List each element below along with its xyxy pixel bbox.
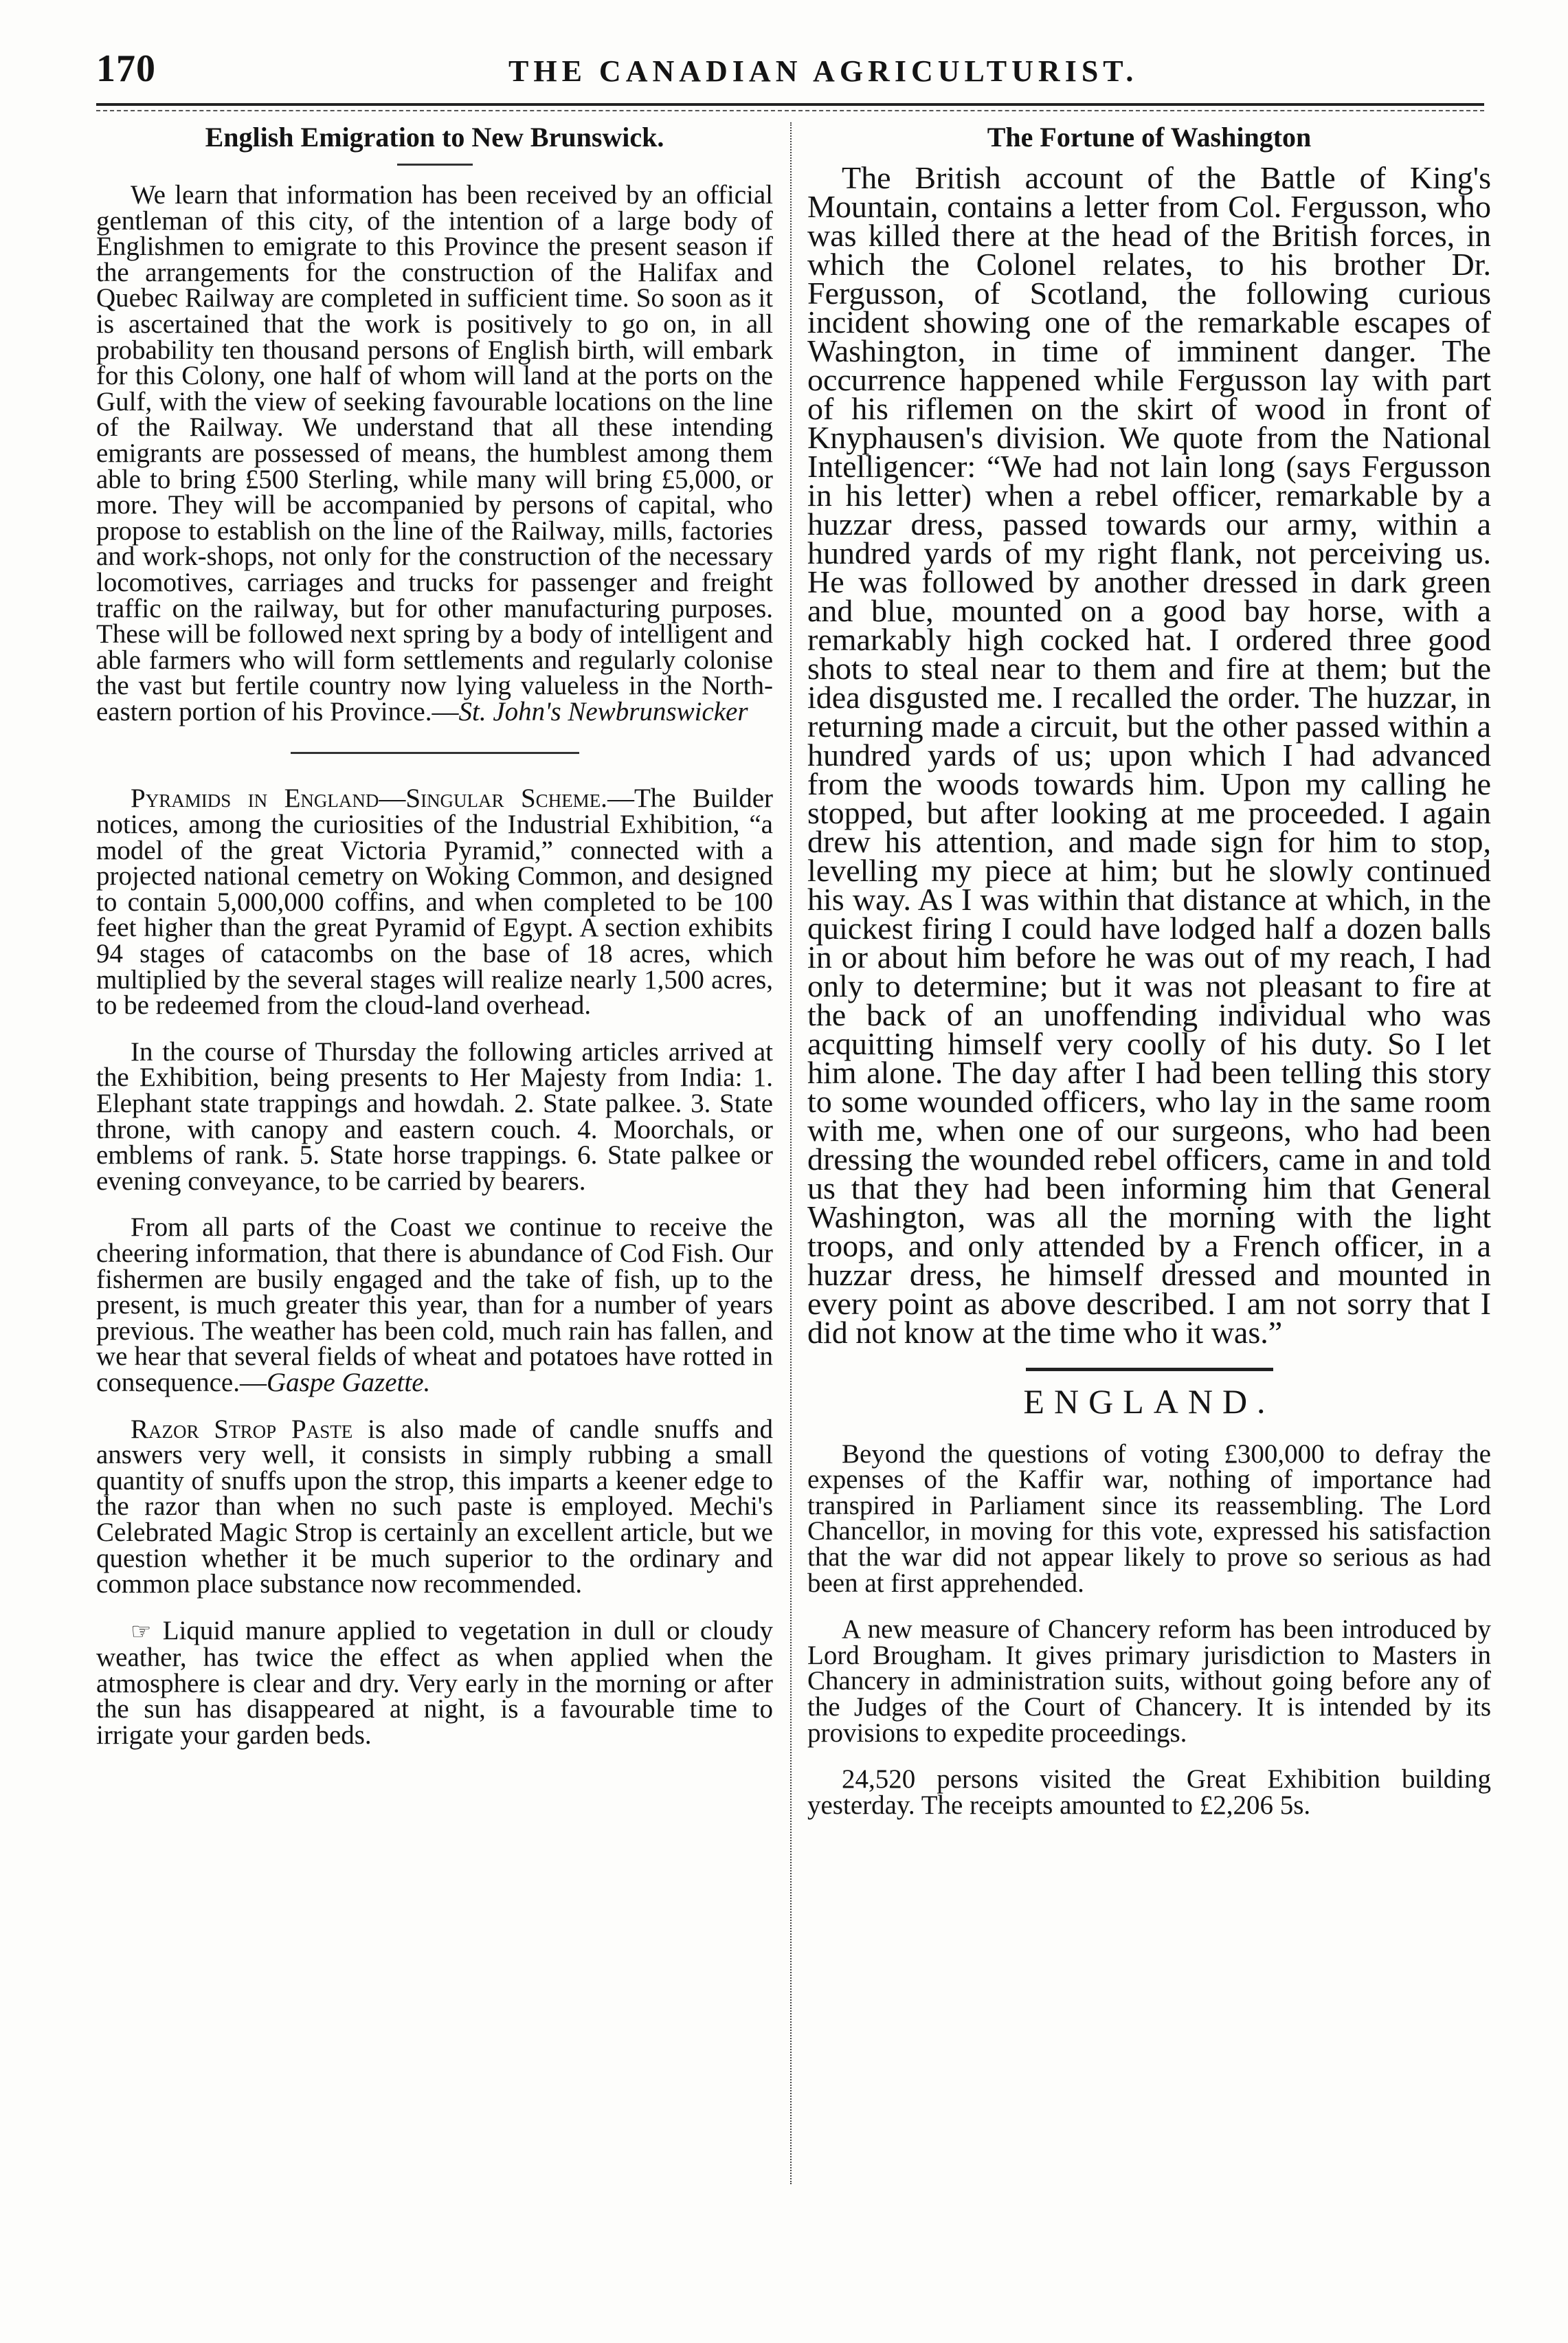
article-body <box>96 1615 773 1751</box>
article-text: —The Builder notices, among the curiosities of the Industrial Exhibition, “a model of the great Victoria Pyramid,” connected with a projected national cemetry on Woking Common, and designed to contain 5,000,000 coffins, and when completed to be 100 feet higher than the great Pyramid of Egypt. A section exhibits 94 stages of catacombs on the base of 18 acres, which multiplied by the several stages will realize nearly 1,500 acres, to be redeemed from the cloud-land overhead. <box>96 784 773 1021</box>
article-razor-strop <box>96 1414 773 1599</box>
article-body: The British account of the Battle of King's Mountain, contains a letter from Col. Fergusson, who was killed there at the head of the British forces, in which the Colonel relates, to his brother Dr. Fergusson, of Scotland, the following curious incident showing one of the remarkable escapes of Washington, in time of imminent danger. The occurrence happened while Fergusson lay with part of his riflemen on the skirt of wood in front of Knyphausen's division. We quote from the National Intelligencer: “We had not lain long (says Fergusson in his letter) when a rebel officer, remarkable by a huzzar dress, passed towards our army, within a hundred yards of my right flank, not perceiving us. He was followed by another dressed in dark green and blue, mounted on a good bay horse, with a remarkably high cocked hat. I ordered three good shots to steal near to them and fire at them; but the idea disgusted me. I recalled the order. The huzzar, in returning made a circuit, but the other passed within a hundred yards of us; upon which I had advanced from the woods towards him. Upon my calling he stopped, but after looking at me proceeded. I again drew his attention, and made sign for him to stop, levelling my piece at him; but he slowly continued his way. As I was within that distance at which, in the quickest firing I could have lodged half a dozen balls in or about him before he was out of my reach, I had only to determine; but it was not pleasant to fire at the back of an unoffending individual who was acquitting himself very coolly of his duty. So I let him alone. The day after I had been telling this story to some wounded officers, who lay in the same room with me, when one of our surgeons, who had been dressing the wounded rebel officers, came in and told us that they had been informing him that General Washington, was all the morning with the light troops, and only attended by a French officer, in a huzzar dress, he himself dressed and mounted in every point as above described. I am not sorry that I did not know at the time who it was.” <box>807 160 1491 1350</box>
article-exhibition-india <box>96 1036 773 1196</box>
article-body <box>96 182 773 724</box>
section-separator <box>291 752 579 754</box>
article-emigration <box>96 122 773 724</box>
article-paragraph: Beyond the questions of voting £300,000 to defray the expenses of the Kaffir war, nothing of importance had transpired in Parliament since its reassembling. The Lord Chancellor, in moving for this vote, expressed his satisfaction that the war did not appear likely to prove so serious as had been at first apprehended. <box>807 1439 1491 1598</box>
article-paragraph: A new measure of Chancery reform has been introduced by Lord Brougham. It gives primary jurisdiction to Masters in Chancery in administration suits, without going before any of the Judges of the Court of Chancery. It is intended by its provisions to expedite proceedings. <box>807 1614 1491 1748</box>
left-column <box>96 122 773 1769</box>
article-body <box>96 1214 773 1395</box>
column-divider <box>790 122 792 2184</box>
page-number: 170 <box>96 47 156 90</box>
article-text: is also made of candle snuffs and answers very well, it consists in simply rubbing a small quantity of snuffs upon the strop, this imparts a keener edge to the razor than when no such paste is employed. Mechi's Celebrated Magic Strop is certainly an excellent article, but we question whether it be much superior to the ordinary and common place substance now recommended. <box>96 1414 773 1599</box>
article-lead: Razor Strop Paste <box>131 1414 353 1444</box>
article-england <box>807 1382 1491 1820</box>
article-body: In the course of Thursday the following articles arrived at the Exhibition, being presents to Her Majesty from India: 1. Elephant state trappings and howdah. 2. State palkee. 3. State throne, with canopy and eastern couch. 4. Moorchals, or emblems of rank. 5. State horse trappings. 6. State palkee or evening conveyance, to be carried by bearers. <box>96 1036 773 1196</box>
article-body <box>96 784 773 1021</box>
section-separator <box>1026 1368 1273 1371</box>
article-washington <box>807 122 1491 1350</box>
article-text: Liquid manure applied to vegetation in dull or cloudy weather, has twice the effect as when applied when the atmosphere is clear and dry. Very early in the morning or after the sun has disappeared at night, is a favourable time to irrigate your garden beds. <box>96 1615 773 1751</box>
article-lead: Pyramids in England—Singular Scheme. <box>131 784 607 814</box>
section-title: ENGLAND. <box>1023 1382 1275 1421</box>
article-body <box>96 1414 773 1599</box>
article-text: From all parts of the Coast we continue to receive the cheering information, that there is abundance of Cod Fish. Our fishermen are busily engaged and the take of fish, up to the present, is much greater this year, than for a number of years previous. The weather has been cold, much rain has fallen, and we hear that several fields of wheat and potatoes have rotted in consequence.— <box>96 1212 773 1397</box>
article-liquid-manure <box>96 1615 773 1751</box>
header-rule-dashed <box>96 110 1484 111</box>
article-title: The Fortune of Washington <box>987 122 1312 153</box>
running-title: THE CANADIAN AGRICULTURIST. <box>508 54 1139 88</box>
article-title: English Emigration to New Brunswick. <box>205 122 664 153</box>
article-text: We learn that information has been received by an official gentleman of this city, of the intention of a large body of Englishmen to emigrate to this Province the present season if the arrangements for the construction of the Halifax and Quebec Railway are completed in sufficient time. So soon as it is ascertained that the work is positively to go on, in all probability ten thousand persons of English birth, will embark for this Colony, one half of whom will land at the ports on the Gulf, with the view of seeking favourable locations on the line of the Railway. We understand that all these intending emigrants are possessed of means, the humblest among them able to bring £500 Sterling, while many will bring £5,000, or more. They will be accompanied by persons of capital, who propose to establish on the line of the Railway, mills, factories and work-shops, not only for the construction of the necessary locomotives, carriages and trucks for passenger and freight traffic on the railway, but for other manufacturing purposes. These will be followed next spring by a body of intelligent and able farmers who will form settlements and regularly colonise the vast but fertile country now lying valueless in the North-eastern portion of his Province.— <box>96 180 773 726</box>
article-source: Gaspe Gazette. <box>266 1367 431 1397</box>
article-pyramids <box>96 784 773 1021</box>
article-paragraph: 24,520 persons visited the Great Exhibition building yesterday. The receipts amounted to £2,206 5s. <box>807 1764 1491 1820</box>
page-header <box>96 41 1484 96</box>
right-column <box>807 122 1491 1839</box>
article-source: St. John's Newbrunswicker <box>458 696 748 726</box>
title-rule <box>397 164 473 166</box>
pointing-hand-icon: ☞ <box>131 1617 152 1645</box>
article-cod-fish <box>96 1214 773 1395</box>
header-rule <box>96 103 1484 106</box>
